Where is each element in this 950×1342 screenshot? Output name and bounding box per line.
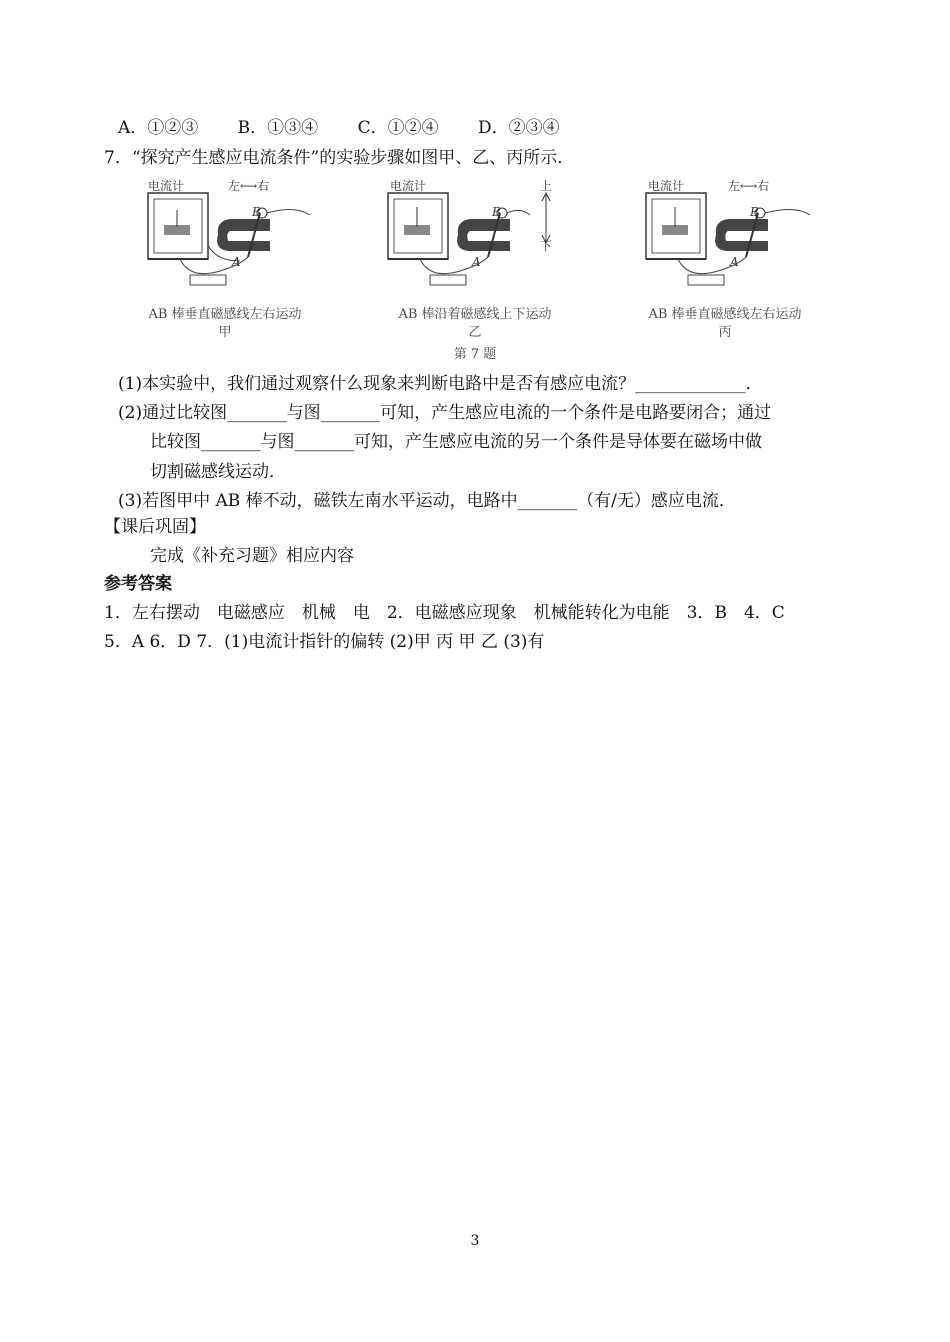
apparatus-bing-drawing: [620, 175, 840, 305]
caption-yi: AB 棒沿着磁感线上下运动: [398, 307, 552, 322]
panel-name-jia: 甲: [218, 325, 232, 340]
figure-title: 第 7 题: [453, 347, 497, 362]
q7-part2-line1: (2)通过比较图_______与图_______可知，产生感应电流的一个条件是电路要闭合；通过: [118, 403, 772, 423]
experiment-figure: [120, 175, 840, 365]
meter-label-bing: 电流计: [648, 179, 685, 193]
q7-part2-line3: 切割磁感线运动．: [150, 462, 286, 482]
apparatus-jia-drawing: [120, 175, 340, 305]
answers-line2: 5．A 6．D 7．(1)电流计指针的偏转 (2)甲 丙 甲 乙 (3)有: [104, 632, 545, 652]
rod-label-a-yi: A: [472, 255, 481, 269]
figure-panel-bing: [620, 175, 840, 350]
answers-line1: 1．左右摆动 电磁感应 机械 电 2．电磁感应现象 机械能转化为电能 3．B 4．C: [104, 603, 785, 623]
figure-panel-jia: [120, 175, 340, 350]
meter-label-yi: 电流计: [390, 179, 427, 193]
apparatus-yi-drawing: [370, 175, 590, 305]
rod-label-b-bing: B: [750, 205, 759, 219]
q6-options: A．①②③ B．①③④ C．①②④ D．②③④: [118, 118, 560, 138]
panel-name-yi: 乙: [468, 325, 482, 340]
panel-name-bing: 丙: [718, 325, 732, 340]
rod-label-a-jia: A: [232, 255, 241, 269]
q7-part3: (3)若图甲中 AB 棒不动，磁铁左南水平运动，电路中_______（有/无）感应电流．: [118, 491, 736, 511]
meter-label-jia: 电流计: [148, 179, 185, 193]
q7-part1: (1)本实验中，我们通过观察什么现象来判断电路中是否有感应电流？_____________．: [118, 374, 763, 394]
rod-label-a-bing: A: [730, 255, 739, 269]
caption-jia: AB 棒垂直磁感线左右运动: [148, 307, 302, 322]
caption-bing: AB 棒垂直磁感线左右运动: [648, 307, 802, 322]
direction-label-bing: 左⟷右: [728, 179, 770, 193]
q7-part2-line2: 比较图_______与图_______可知，产生感应电流的另一个条件是导体要在磁场中做: [150, 432, 762, 452]
direction-label-up-yi: 上: [540, 179, 553, 193]
rod-label-b-yi: B: [492, 205, 501, 219]
direction-label-down-yi: 下: [540, 239, 553, 253]
figure-panel-yi: [370, 175, 590, 350]
section-title: 【课后巩固】: [104, 517, 206, 537]
answers-title: 参考答案: [104, 574, 172, 594]
direction-label-jia: 左⟷右: [228, 179, 270, 193]
rod-label-b-jia: B: [252, 205, 261, 219]
section-body: 完成《补充习题》相应内容: [150, 546, 354, 566]
page-number: 3: [470, 1233, 480, 1249]
q7-stem: 7．“探究产生感应电流条件”的实验步骤如图甲、乙、丙所示．: [104, 148, 575, 168]
